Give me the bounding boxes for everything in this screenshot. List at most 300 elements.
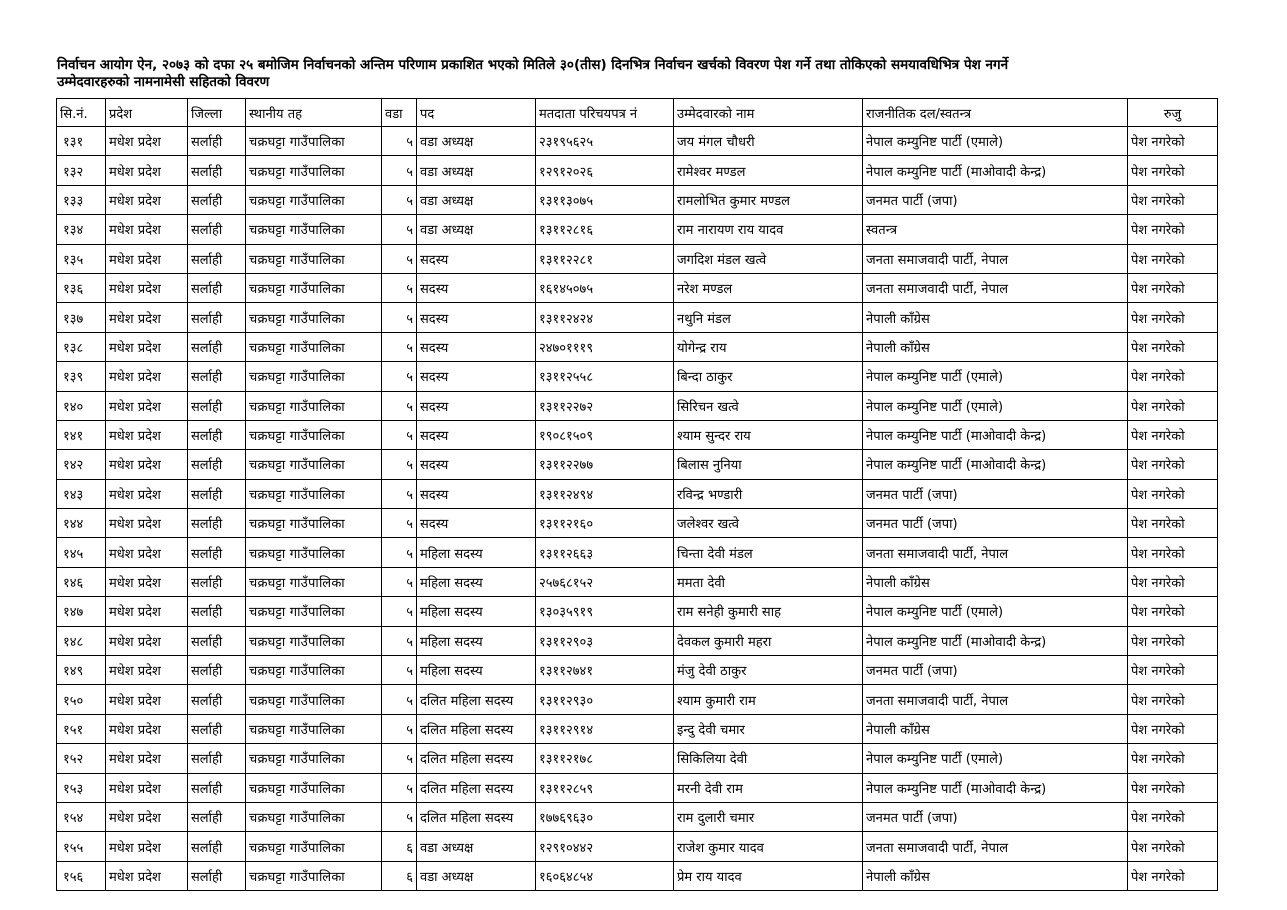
cell-ward: ५ <box>382 744 417 773</box>
cell-candidate-name: जय मंगल चौधरी <box>674 127 863 156</box>
cell-district: सर्लाही <box>188 509 246 538</box>
cell-candidate-name: राम नारायण राय यादव <box>674 215 863 244</box>
cell-candidate-name: जगदिश मंडल खत्वे <box>674 244 863 273</box>
cell-ward: ५ <box>382 450 417 479</box>
cell-sn: १५१ <box>57 714 106 743</box>
cell-voter-id: १३११२१६० <box>536 509 674 538</box>
cell-ruju: पेश नगरेको <box>1128 656 1218 685</box>
cell-district: सर्लाही <box>188 420 246 449</box>
cell-local-level: चक्रघट्टा गाउँपालिका <box>246 127 382 156</box>
table-row <box>57 656 1218 685</box>
cell-voter-id: १३११२२७२ <box>536 391 674 420</box>
cell-ward: ५ <box>382 626 417 655</box>
cell-party: जनमत पार्टी (जपा) <box>863 509 1128 538</box>
cell-voter-id: १२९१०४४२ <box>536 832 674 861</box>
cell-local-level: चक्रघट्टा गाउँपालिका <box>246 597 382 626</box>
cell-party: नेपाली काँग्रेस <box>863 303 1128 332</box>
cell-candidate-name: नरेश मण्डल <box>674 273 863 302</box>
cell-post: सदस्य <box>417 509 536 538</box>
cell-province: मधेश प्रदेश <box>106 832 188 861</box>
cell-post: सदस्य <box>417 450 536 479</box>
cell-province: मधेश प्रदेश <box>106 685 188 714</box>
table-row <box>57 450 1218 479</box>
table-row <box>57 127 1218 156</box>
cell-local-level: चक्रघट्टा गाउँपालिका <box>246 832 382 861</box>
cell-candidate-name: राम सनेही कुमारी साह <box>674 597 863 626</box>
cell-candidate-name: बिन्दा ठाकुर <box>674 362 863 391</box>
cell-party: नेपाल कम्युनिष्ट पार्टी (एमाले) <box>863 127 1128 156</box>
cell-sn: १३३ <box>57 185 106 214</box>
cell-post: सदस्य <box>417 303 536 332</box>
cell-post: दलित महिला सदस्य <box>417 773 536 802</box>
cell-voter-id: १३११२१७८ <box>536 744 674 773</box>
table-row <box>57 244 1218 273</box>
table-row <box>57 567 1218 596</box>
cell-province: मधेश प्रदेश <box>106 538 188 567</box>
cell-voter-id: २५७६८१५२ <box>536 567 674 596</box>
table-row <box>57 215 1218 244</box>
cell-party: स्वतन्त्र <box>863 215 1128 244</box>
cell-ruju: पेश नगरेको <box>1128 714 1218 743</box>
cell-voter-id: १३११२७४१ <box>536 656 674 685</box>
header-sn: सि.नं. <box>57 99 106 127</box>
cell-party: नेपाली काँग्रेस <box>863 861 1128 890</box>
cell-ward: ५ <box>382 273 417 302</box>
cell-voter-id: १३११२८१६ <box>536 215 674 244</box>
cell-local-level: चक्रघट्टा गाउँपालिका <box>246 215 382 244</box>
cell-post: दलित महिला सदस्य <box>417 744 536 773</box>
cell-sn: १४८ <box>57 626 106 655</box>
cell-district: सर्लाही <box>188 773 246 802</box>
cell-ruju: पेश नगरेको <box>1128 273 1218 302</box>
cell-candidate-name: जलेश्वर खत्वे <box>674 509 863 538</box>
cell-party: जनता समाजवादी पार्टी, नेपाल <box>863 685 1128 714</box>
cell-voter-id: १३११२९०३ <box>536 626 674 655</box>
table-row <box>57 185 1218 214</box>
cell-ward: ५ <box>382 714 417 743</box>
cell-party: जनमत पार्टी (जपा) <box>863 802 1128 831</box>
cell-party: नेपाली काँग्रेस <box>863 567 1128 596</box>
cell-sn: १४२ <box>57 450 106 479</box>
cell-party: जनमत पार्टी (जपा) <box>863 185 1128 214</box>
cell-party: नेपाल कम्युनिष्ट पार्टी (एमाले) <box>863 391 1128 420</box>
cell-party: जनता समाजवादी पार्टी, नेपाल <box>863 273 1128 302</box>
cell-party: नेपाली काँग्रेस <box>863 332 1128 361</box>
cell-ruju: पेश नगरेको <box>1128 773 1218 802</box>
cell-district: सर्लाही <box>188 626 246 655</box>
cell-local-level: चक्रघट्टा गाउँपालिका <box>246 626 382 655</box>
header-ruju: रुजु <box>1128 99 1218 127</box>
cell-ruju: पेश नगरेको <box>1128 685 1218 714</box>
cell-local-level: चक्रघट्टा गाउँपालिका <box>246 773 382 802</box>
cell-ward: ५ <box>382 656 417 685</box>
table-row <box>57 362 1218 391</box>
cell-post: वडा अध्यक्ष <box>417 127 536 156</box>
cell-district: सर्लाही <box>188 567 246 596</box>
header-voter-id: मतदाता परिचयपत्र नं <box>536 99 674 127</box>
cell-candidate-name: रामलोभित कुमार मण्डल <box>674 185 863 214</box>
cell-candidate-name: राजेश कुमार यादव <box>674 832 863 861</box>
cell-post: सदस्य <box>417 391 536 420</box>
cell-sn: १३२ <box>57 156 106 185</box>
cell-ruju: पेश नगरेको <box>1128 744 1218 773</box>
cell-candidate-name: ममता देवी <box>674 567 863 596</box>
header-district: जिल्ला <box>188 99 246 127</box>
cell-voter-id: १३११२५५८ <box>536 362 674 391</box>
cell-voter-id: १३११२९३० <box>536 685 674 714</box>
table-row <box>57 714 1218 743</box>
cell-candidate-name: सिरिचन खत्वे <box>674 391 863 420</box>
cell-post: वडा अध्यक्ष <box>417 215 536 244</box>
cell-voter-id: १३११२८५९ <box>536 773 674 802</box>
cell-province: मधेश प्रदेश <box>106 479 188 508</box>
table-row <box>57 303 1218 332</box>
cell-district: सर्लाही <box>188 362 246 391</box>
cell-party: जनता समाजवादी पार्टी, नेपाल <box>863 832 1128 861</box>
cell-province: मधेश प्रदेश <box>106 802 188 831</box>
cell-post: दलित महिला सदस्य <box>417 802 536 831</box>
cell-ruju: पेश नगरेको <box>1128 479 1218 508</box>
cell-candidate-name: चिन्ता देवी मंडल <box>674 538 863 567</box>
cell-district: सर्लाही <box>188 244 246 273</box>
cell-ward: ५ <box>382 802 417 831</box>
cell-sn: १३९ <box>57 362 106 391</box>
cell-party: नेपाल कम्युनिष्ट पार्टी (एमाले) <box>863 362 1128 391</box>
cell-party: नेपाली काँग्रेस <box>863 714 1128 743</box>
cell-ward: ५ <box>382 185 417 214</box>
cell-voter-id: १९०८१५०९ <box>536 420 674 449</box>
cell-ward: ५ <box>382 509 417 538</box>
cell-post: वडा अध्यक्ष <box>417 156 536 185</box>
cell-post: महिला सदस्य <box>417 656 536 685</box>
cell-local-level: चक्रघट्टा गाउँपालिका <box>246 744 382 773</box>
cell-ward: ५ <box>382 685 417 714</box>
cell-voter-id: १३११२४९४ <box>536 479 674 508</box>
table-row <box>57 156 1218 185</box>
cell-local-level: चक्रघट्टा गाउँपालिका <box>246 509 382 538</box>
cell-sn: १३४ <box>57 215 106 244</box>
cell-party: नेपाल कम्युनिष्ट पार्टी (एमाले) <box>863 597 1128 626</box>
cell-local-level: चक्रघट्टा गाउँपालिका <box>246 567 382 596</box>
cell-voter-id: १६१४५०७५ <box>536 273 674 302</box>
cell-province: मधेश प्रदेश <box>106 656 188 685</box>
cell-province: मधेश प्रदेश <box>106 156 188 185</box>
cell-candidate-name: नथुनि मंडल <box>674 303 863 332</box>
cell-sn: १३१ <box>57 127 106 156</box>
cell-party: जनमत पार्टी (जपा) <box>863 656 1128 685</box>
cell-ruju: पेश नगरेको <box>1128 420 1218 449</box>
cell-candidate-name: प्रेम राय यादव <box>674 861 863 890</box>
table-row <box>57 832 1218 861</box>
cell-province: मधेश प्रदेश <box>106 567 188 596</box>
cell-ward: ५ <box>382 567 417 596</box>
header-post: पद <box>417 99 536 127</box>
cell-post: वडा अध्यक्ष <box>417 861 536 890</box>
cell-post: दलित महिला सदस्य <box>417 685 536 714</box>
cell-candidate-name: रामेश्वर मण्डल <box>674 156 863 185</box>
cell-sn: १३७ <box>57 303 106 332</box>
cell-local-level: चक्रघट्टा गाउँपालिका <box>246 479 382 508</box>
cell-post: महिला सदस्य <box>417 626 536 655</box>
cell-district: सर्लाही <box>188 332 246 361</box>
cell-voter-id: २४७०१११९ <box>536 332 674 361</box>
cell-post: सदस्य <box>417 420 536 449</box>
cell-post: महिला सदस्य <box>417 567 536 596</box>
cell-district: सर्लाही <box>188 832 246 861</box>
cell-district: सर्लाही <box>188 391 246 420</box>
cell-ruju: पेश नगरेको <box>1128 185 1218 214</box>
cell-sn: १५५ <box>57 832 106 861</box>
cell-district: सर्लाही <box>188 450 246 479</box>
cell-voter-id: १७७६९६३० <box>536 802 674 831</box>
cell-sn: १४३ <box>57 479 106 508</box>
candidates-table <box>56 98 1218 891</box>
cell-local-level: चक्रघट्टा गाउँपालिका <box>246 332 382 361</box>
table-row <box>57 538 1218 567</box>
cell-district: सर्लाही <box>188 156 246 185</box>
cell-province: मधेश प्रदेश <box>106 303 188 332</box>
cell-district: सर्लाही <box>188 273 246 302</box>
cell-ruju: पेश नगरेको <box>1128 626 1218 655</box>
cell-ward: ६ <box>382 832 417 861</box>
cell-sn: १३५ <box>57 244 106 273</box>
cell-ward: ५ <box>382 156 417 185</box>
cell-ruju: पेश नगरेको <box>1128 450 1218 479</box>
cell-ward: ५ <box>382 773 417 802</box>
header-candidate: उम्मेदवारको नाम <box>674 99 863 127</box>
cell-post: सदस्य <box>417 273 536 302</box>
cell-post: वडा अध्यक्ष <box>417 832 536 861</box>
cell-local-level: चक्रघट्टा गाउँपालिका <box>246 156 382 185</box>
cell-ruju: पेश नगरेको <box>1128 832 1218 861</box>
cell-candidate-name: रविन्द्र भण्डारी <box>674 479 863 508</box>
cell-ward: ५ <box>382 391 417 420</box>
cell-local-level: चक्रघट्टा गाउँपालिका <box>246 802 382 831</box>
cell-candidate-name: योगेन्द्र राय <box>674 332 863 361</box>
cell-candidate-name: श्याम सुन्दर राय <box>674 420 863 449</box>
cell-ruju: पेश नगरेको <box>1128 332 1218 361</box>
cell-candidate-name: सिकिलिया देवी <box>674 744 863 773</box>
cell-voter-id: १३११२४२४ <box>536 303 674 332</box>
cell-voter-id: १३११२२७७ <box>536 450 674 479</box>
header-ward: वडा <box>382 99 417 127</box>
cell-district: सर्लाही <box>188 127 246 156</box>
cell-district: सर्लाही <box>188 861 246 890</box>
cell-province: मधेश प्रदेश <box>106 626 188 655</box>
cell-district: सर्लाही <box>188 597 246 626</box>
cell-province: मधेश प्रदेश <box>106 127 188 156</box>
cell-district: सर्लाही <box>188 303 246 332</box>
cell-local-level: चक्रघट्टा गाउँपालिका <box>246 185 382 214</box>
cell-post: दलित महिला सदस्य <box>417 714 536 743</box>
cell-province: मधेश प्रदेश <box>106 391 188 420</box>
table-row <box>57 391 1218 420</box>
cell-sn: १४१ <box>57 420 106 449</box>
cell-local-level: चक्रघट्टा गाउँपालिका <box>246 273 382 302</box>
cell-candidate-name: राम दुलारी चमार <box>674 802 863 831</box>
table-row <box>57 273 1218 302</box>
cell-local-level: चक्रघट्टा गाउँपालिका <box>246 362 382 391</box>
cell-ruju: पेश नगरेको <box>1128 156 1218 185</box>
cell-post: सदस्य <box>417 332 536 361</box>
cell-province: मधेश प्रदेश <box>106 744 188 773</box>
cell-local-level: चक्रघट्टा गाउँपालिका <box>246 391 382 420</box>
cell-candidate-name: इन्दु देवी चमार <box>674 714 863 743</box>
cell-party: जनता समाजवादी पार्टी, नेपाल <box>863 538 1128 567</box>
table-row <box>57 802 1218 831</box>
cell-local-level: चक्रघट्टा गाउँपालिका <box>246 538 382 567</box>
cell-ward: ५ <box>382 479 417 508</box>
cell-voter-id: २३१९५६२५ <box>536 127 674 156</box>
cell-district: सर्लाही <box>188 185 246 214</box>
cell-local-level: चक्रघट्टा गाउँपालिका <box>246 420 382 449</box>
cell-local-level: चक्रघट्टा गाउँपालिका <box>246 303 382 332</box>
cell-ward: ५ <box>382 362 417 391</box>
cell-local-level: चक्रघट्टा गाउँपालिका <box>246 244 382 273</box>
cell-candidate-name: श्याम कुमारी राम <box>674 685 863 714</box>
cell-province: मधेश प्रदेश <box>106 244 188 273</box>
cell-sn: १५२ <box>57 744 106 773</box>
cell-local-level: चक्रघट्टा गाउँपालिका <box>246 861 382 890</box>
cell-province: मधेश प्रदेश <box>106 332 188 361</box>
cell-local-level: चक्रघट्टा गाउँपालिका <box>246 450 382 479</box>
cell-local-level: चक्रघट्टा गाउँपालिका <box>246 685 382 714</box>
cell-ruju: पेश नगरेको <box>1128 597 1218 626</box>
cell-district: सर्लाही <box>188 744 246 773</box>
cell-party: नेपाल कम्युनिष्ट पार्टी (माओवादी केन्द्र) <box>863 156 1128 185</box>
cell-sn: १४९ <box>57 656 106 685</box>
title-line-1: निर्वाचन आयोग ऐन, २०७३ को दफा २५ बमोजिम निर्वाचनको अन्तिम परिणाम प्रकाशित भएको मितिले ३०(तीस) दिनभित्र निर्वाचन खर्चको विवरण पेश गर्ने तथा तोकिएको समयावधिभित्र पेश नगर्ने <box>57 57 1009 73</box>
table-row <box>57 773 1218 802</box>
cell-sn: १३६ <box>57 273 106 302</box>
cell-district: सर्लाही <box>188 656 246 685</box>
table-row <box>57 597 1218 626</box>
cell-sn: १४७ <box>57 597 106 626</box>
cell-party: नेपाल कम्युनिष्ट पार्टी (माओवादी केन्द्र) <box>863 626 1128 655</box>
cell-voter-id: १३११२९१४ <box>536 714 674 743</box>
table-row <box>57 744 1218 773</box>
cell-ward: ५ <box>382 420 417 449</box>
cell-voter-id: १६०६४८५४ <box>536 861 674 890</box>
cell-ruju: पेश नगरेको <box>1128 215 1218 244</box>
cell-ruju: पेश नगरेको <box>1128 567 1218 596</box>
cell-province: मधेश प्रदेश <box>106 185 188 214</box>
cell-ruju: पेश नगरेको <box>1128 391 1218 420</box>
table-body <box>57 127 1218 891</box>
cell-district: सर्लाही <box>188 802 246 831</box>
cell-sn: १३८ <box>57 332 106 361</box>
cell-ruju: पेश नगरेको <box>1128 244 1218 273</box>
cell-province: मधेश प्रदेश <box>106 509 188 538</box>
cell-local-level: चक्रघट्टा गाउँपालिका <box>246 656 382 685</box>
cell-candidate-name: बिलास नुनिया <box>674 450 863 479</box>
table-row <box>57 332 1218 361</box>
cell-ward: ५ <box>382 215 417 244</box>
header-party: राजनीतिक दल/स्वतन्त्र <box>863 99 1128 127</box>
cell-post: महिला सदस्य <box>417 597 536 626</box>
cell-candidate-name: मरनी देवी राम <box>674 773 863 802</box>
cell-province: मधेश प्रदेश <box>106 273 188 302</box>
cell-sn: १४४ <box>57 509 106 538</box>
cell-party: नेपाल कम्युनिष्ट पार्टी (माओवादी केन्द्र) <box>863 773 1128 802</box>
table-row <box>57 509 1218 538</box>
header-province: प्रदेश <box>106 99 188 127</box>
cell-district: सर्लाही <box>188 538 246 567</box>
cell-district: सर्लाही <box>188 215 246 244</box>
cell-post: सदस्य <box>417 479 536 508</box>
cell-ward: ५ <box>382 332 417 361</box>
cell-local-level: चक्रघट्टा गाउँपालिका <box>246 714 382 743</box>
cell-province: मधेश प्रदेश <box>106 714 188 743</box>
cell-candidate-name: देवकल कुमारी महरा <box>674 626 863 655</box>
cell-ruju: पेश नगरेको <box>1128 802 1218 831</box>
cell-voter-id: १३०३५९१९ <box>536 597 674 626</box>
table-row <box>57 626 1218 655</box>
cell-party: नेपाल कम्युनिष्ट पार्टी (माओवादी केन्द्र) <box>863 450 1128 479</box>
cell-province: मधेश प्रदेश <box>106 450 188 479</box>
cell-province: मधेश प्रदेश <box>106 215 188 244</box>
cell-ruju: पेश नगरेको <box>1128 303 1218 332</box>
cell-post: सदस्य <box>417 244 536 273</box>
cell-voter-id: १३११३०७५ <box>536 185 674 214</box>
cell-voter-id: १३११२६६३ <box>536 538 674 567</box>
cell-party: जनता समाजवादी पार्टी, नेपाल <box>863 244 1128 273</box>
cell-party: जनमत पार्टी (जपा) <box>863 479 1128 508</box>
cell-province: मधेश प्रदेश <box>106 861 188 890</box>
cell-post: सदस्य <box>417 362 536 391</box>
table-row <box>57 861 1218 890</box>
cell-party: नेपाल कम्युनिष्ट पार्टी (एमाले) <box>863 744 1128 773</box>
cell-district: सर्लाही <box>188 714 246 743</box>
cell-sn: १४० <box>57 391 106 420</box>
cell-post: महिला सदस्य <box>417 538 536 567</box>
table-header-row <box>57 99 1218 127</box>
cell-ward: ५ <box>382 597 417 626</box>
cell-party: नेपाल कम्युनिष्ट पार्टी (माओवादी केन्द्र) <box>863 420 1128 449</box>
cell-candidate-name: मंजु देवी ठाकुर <box>674 656 863 685</box>
cell-ward: ५ <box>382 244 417 273</box>
cell-province: मधेश प्रदेश <box>106 597 188 626</box>
cell-ruju: पेश नगरेको <box>1128 127 1218 156</box>
cell-sn: १४६ <box>57 567 106 596</box>
cell-sn: १४५ <box>57 538 106 567</box>
cell-sn: १५३ <box>57 773 106 802</box>
cell-post: वडा अध्यक्ष <box>417 185 536 214</box>
cell-ruju: पेश नगरेको <box>1128 861 1218 890</box>
cell-province: मधेश प्रदेश <box>106 420 188 449</box>
cell-district: सर्लाही <box>188 685 246 714</box>
table-row <box>57 479 1218 508</box>
cell-voter-id: १२९१२०२६ <box>536 156 674 185</box>
cell-province: मधेश प्रदेश <box>106 362 188 391</box>
cell-voter-id: १३११२२८१ <box>536 244 674 273</box>
cell-district: सर्लाही <box>188 479 246 508</box>
cell-ruju: पेश नगरेको <box>1128 509 1218 538</box>
cell-ward: ६ <box>382 861 417 890</box>
cell-province: मधेश प्रदेश <box>106 773 188 802</box>
cell-ruju: पेश नगरेको <box>1128 362 1218 391</box>
table-row <box>57 685 1218 714</box>
cell-sn: १५० <box>57 685 106 714</box>
title-line-2: उम्मेदवारहरुको नामनामेसी सहितको विवरण <box>57 74 270 90</box>
cell-ward: ५ <box>382 303 417 332</box>
header-local: स्थानीय तह <box>246 99 382 127</box>
cell-ward: ५ <box>382 538 417 567</box>
cell-ruju: पेश नगरेको <box>1128 538 1218 567</box>
document-title <box>57 57 1232 91</box>
cell-sn: १५६ <box>57 861 106 890</box>
cell-sn: १५४ <box>57 802 106 831</box>
